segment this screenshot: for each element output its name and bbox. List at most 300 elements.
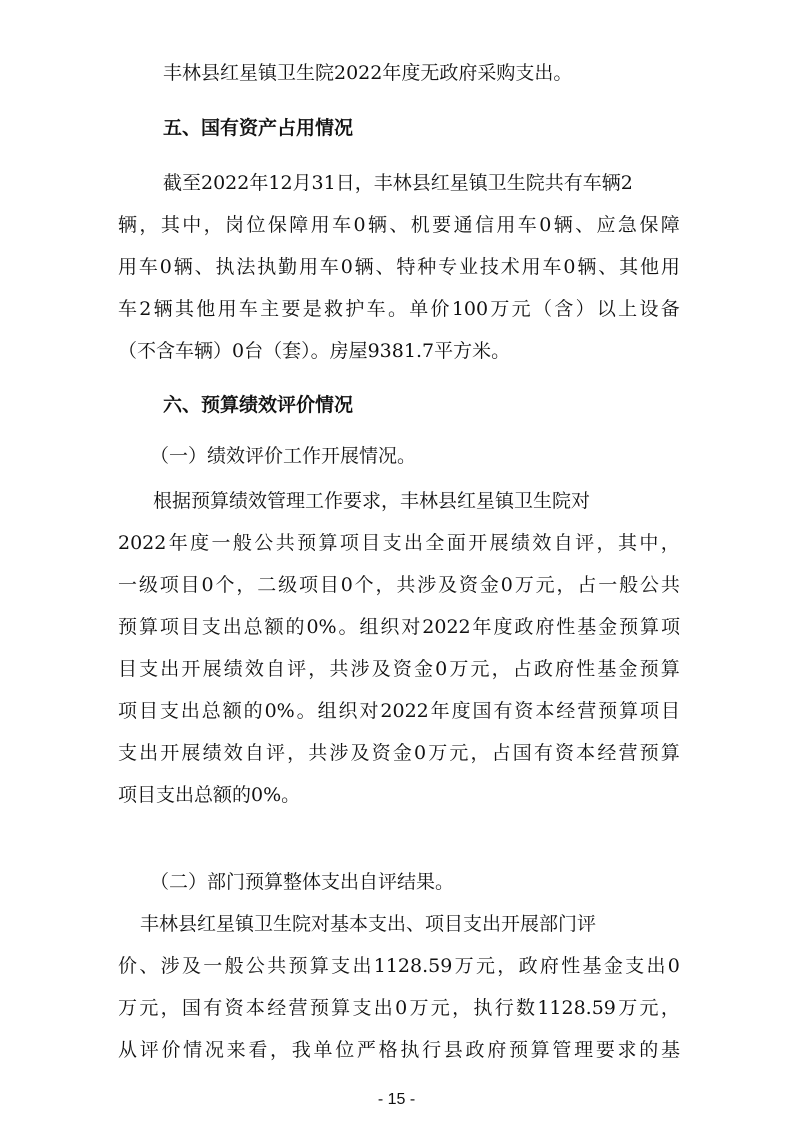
text-glyph: 、 bbox=[575, 214, 595, 236]
text-glyph: 基 bbox=[660, 1039, 680, 1061]
text-glyph: 元 bbox=[511, 298, 531, 320]
text-glyph: 救 bbox=[324, 298, 344, 320]
text-glyph: 涉 bbox=[350, 658, 370, 680]
text-glyph: 国 bbox=[472, 700, 492, 722]
text-glyph: 级 bbox=[278, 574, 298, 596]
line-p4-2 bbox=[118, 952, 680, 980]
text-glyph: 项 bbox=[640, 700, 660, 722]
text-glyph: 。 bbox=[296, 700, 316, 722]
text-glyph: 求 bbox=[617, 1039, 637, 1061]
text-glyph: 共 bbox=[329, 658, 349, 680]
text-glyph: 效 bbox=[223, 742, 243, 764]
text-glyph: 他 bbox=[639, 256, 659, 278]
text-glyph: 看 bbox=[248, 1039, 268, 1061]
text-glyph: 预 bbox=[598, 700, 618, 722]
text-glyph: 2022 bbox=[422, 616, 471, 638]
text-glyph: 数 bbox=[516, 997, 536, 1019]
text-glyph: 及 bbox=[181, 955, 201, 977]
text-glyph: 涉 bbox=[160, 955, 180, 977]
text-glyph: 100 bbox=[451, 298, 489, 320]
text-glyph: ， bbox=[660, 532, 680, 554]
text-glyph: 共 bbox=[275, 532, 295, 554]
text-glyph: 目 bbox=[660, 700, 680, 722]
text-glyph: 1128.59 bbox=[373, 955, 453, 977]
text-glyph: 金 bbox=[392, 742, 412, 764]
text-glyph: 支 bbox=[159, 700, 179, 722]
text-glyph: 设 bbox=[639, 298, 659, 320]
text-glyph: ， bbox=[160, 997, 180, 1019]
text-glyph: 、 bbox=[389, 214, 409, 236]
text-glyph: 用 bbox=[118, 256, 138, 278]
text-glyph: 障 bbox=[289, 214, 309, 236]
text-glyph: 资 bbox=[224, 997, 244, 1019]
text-glyph: 要 bbox=[432, 214, 452, 236]
text-glyph: 辆 bbox=[153, 298, 173, 320]
text-glyph: 用 bbox=[660, 256, 680, 278]
text-glyph: 算 bbox=[660, 658, 680, 680]
text-glyph: 出 bbox=[646, 955, 666, 977]
text-glyph: 其 bbox=[617, 532, 637, 554]
text-glyph: 自 bbox=[244, 742, 264, 764]
text-glyph: 以 bbox=[596, 298, 616, 320]
text-glyph: 用 bbox=[217, 298, 237, 320]
text-glyph: 的 bbox=[243, 700, 263, 722]
line-p3-1: 根据预算绩效管理工作要求，丰林县红星镇卫生院对 bbox=[153, 490, 591, 512]
text-glyph: 个 bbox=[215, 574, 235, 596]
text-glyph: 额 bbox=[222, 700, 242, 722]
text-glyph: 的 bbox=[285, 616, 305, 638]
text-glyph: 经 bbox=[267, 997, 287, 1019]
text-glyph: 其 bbox=[619, 256, 639, 278]
text-glyph: 行 bbox=[494, 997, 514, 1019]
text-glyph: 勤 bbox=[278, 256, 298, 278]
text-glyph: 展 bbox=[181, 742, 201, 764]
text-glyph: 理 bbox=[574, 1039, 594, 1061]
text-glyph: 价 bbox=[118, 955, 138, 977]
text-glyph: 共 bbox=[267, 955, 287, 977]
text-glyph: 基 bbox=[597, 658, 617, 680]
text-glyph: 开 bbox=[160, 742, 180, 764]
text-glyph: 元 bbox=[470, 658, 490, 680]
text-glyph: ， bbox=[375, 574, 395, 596]
line-p3-5 bbox=[118, 655, 680, 683]
text-glyph: 其 bbox=[174, 298, 194, 320]
line-p1-1: 丰林县红星镇卫生院2022年度无政府采购支出。 bbox=[163, 62, 573, 84]
text-glyph: 车 bbox=[118, 298, 138, 320]
text-glyph: 级 bbox=[138, 574, 158, 596]
text-glyph: 目 bbox=[180, 616, 200, 638]
text-glyph: 车 bbox=[238, 298, 258, 320]
text-glyph: 障 bbox=[660, 214, 680, 236]
text-glyph: 组 bbox=[359, 616, 379, 638]
text-glyph: 支 bbox=[352, 997, 372, 1019]
text-glyph: 。 bbox=[338, 616, 358, 638]
text-glyph: 开 bbox=[181, 658, 201, 680]
text-glyph: ， bbox=[270, 1039, 290, 1061]
line-p3-3 bbox=[118, 571, 680, 599]
line-p4-1: 丰林县红星镇卫生院对基本支出、项目支出开展部门评 bbox=[140, 913, 597, 935]
text-glyph: 出 bbox=[180, 700, 200, 722]
text-glyph: 用 bbox=[298, 256, 318, 278]
text-glyph: ） bbox=[575, 298, 595, 320]
text-glyph: ， bbox=[497, 955, 517, 977]
text-glyph: 是 bbox=[302, 298, 322, 320]
text-glyph: 一 bbox=[118, 574, 138, 596]
text-glyph: 辆 bbox=[553, 214, 573, 236]
text-glyph: （ bbox=[532, 298, 552, 320]
text-glyph: 种 bbox=[417, 256, 437, 278]
text-glyph: 性 bbox=[556, 616, 576, 638]
text-glyph: 公 bbox=[639, 574, 659, 596]
text-glyph: 目 bbox=[361, 532, 381, 554]
text-glyph: 评 bbox=[265, 742, 285, 764]
text-glyph: 支 bbox=[331, 955, 351, 977]
text-glyph: 备 bbox=[660, 298, 680, 320]
text-glyph: ， bbox=[596, 532, 616, 554]
text-glyph: 府 bbox=[535, 616, 555, 638]
text-glyph: 一 bbox=[211, 532, 231, 554]
text-glyph: 执 bbox=[473, 997, 493, 1019]
text-glyph: 及 bbox=[371, 658, 391, 680]
text-glyph: 、 bbox=[375, 256, 395, 278]
text-glyph: 行 bbox=[422, 1039, 442, 1061]
text-glyph: 特 bbox=[396, 256, 416, 278]
text-glyph: 支 bbox=[201, 616, 221, 638]
text-glyph: 般 bbox=[619, 574, 639, 596]
text-glyph: 情 bbox=[183, 1039, 203, 1061]
text-glyph: 度 bbox=[451, 700, 471, 722]
text-glyph: 度 bbox=[493, 616, 513, 638]
text-glyph: 本 bbox=[245, 997, 265, 1019]
text-glyph: 0 bbox=[353, 214, 366, 236]
text-glyph: 万 bbox=[409, 997, 429, 1019]
text-glyph: 出 bbox=[373, 997, 393, 1019]
text-glyph: 0 bbox=[667, 955, 680, 977]
text-glyph: 度 bbox=[190, 532, 210, 554]
text-glyph: 主 bbox=[260, 298, 280, 320]
text-glyph: 预 bbox=[309, 997, 329, 1019]
text-glyph: 2 bbox=[139, 298, 152, 320]
text-glyph: 辆 bbox=[173, 256, 193, 278]
text-glyph: 目 bbox=[180, 574, 200, 596]
subheading-2: （二）部门预算整体支出自评结果。 bbox=[150, 871, 455, 893]
text-glyph: 车 bbox=[138, 256, 158, 278]
text-glyph: 算 bbox=[331, 997, 351, 1019]
text-glyph: 年 bbox=[472, 616, 492, 638]
text-glyph: 0% bbox=[264, 700, 295, 722]
text-glyph: 术 bbox=[500, 256, 520, 278]
text-glyph: 预 bbox=[288, 955, 308, 977]
text-glyph: 总 bbox=[201, 700, 221, 722]
text-glyph: 况 bbox=[204, 1039, 224, 1061]
text-glyph: 预 bbox=[297, 532, 317, 554]
text-glyph: 预 bbox=[508, 1039, 528, 1061]
text-glyph: ， bbox=[308, 658, 328, 680]
text-glyph: 占 bbox=[577, 574, 597, 596]
text-glyph: 单 bbox=[409, 298, 429, 320]
text-glyph: 严 bbox=[356, 1039, 376, 1061]
text-glyph: 经 bbox=[597, 742, 617, 764]
line-p4-3 bbox=[118, 994, 680, 1022]
text-glyph: 法 bbox=[236, 256, 256, 278]
text-glyph: 金 bbox=[479, 574, 499, 596]
text-glyph: 万 bbox=[118, 997, 138, 1019]
text-glyph: 2022 bbox=[380, 700, 429, 722]
text-glyph: 车 bbox=[332, 214, 352, 236]
text-glyph: 保 bbox=[639, 214, 659, 236]
text-glyph: 出 bbox=[160, 658, 180, 680]
text-glyph: 资 bbox=[514, 700, 534, 722]
text-glyph: 开 bbox=[468, 532, 488, 554]
text-glyph: 营 bbox=[577, 700, 597, 722]
text-glyph: 本 bbox=[576, 742, 596, 764]
page-number: - 15 - bbox=[377, 1091, 416, 1108]
text-glyph: 出 bbox=[352, 955, 372, 977]
text-glyph: ， bbox=[203, 214, 223, 236]
text-glyph: 一 bbox=[598, 574, 618, 596]
text-glyph: 二 bbox=[257, 574, 277, 596]
text-glyph: 中 bbox=[182, 214, 202, 236]
text-glyph: 中 bbox=[639, 532, 659, 554]
text-glyph: 项 bbox=[159, 574, 179, 596]
text-glyph: 金 bbox=[618, 658, 638, 680]
text-glyph: 性 bbox=[576, 658, 596, 680]
text-glyph: 价 bbox=[161, 1039, 181, 1061]
text-glyph: 基 bbox=[582, 955, 602, 977]
text-glyph: 营 bbox=[618, 742, 638, 764]
text-glyph: 评 bbox=[139, 1039, 159, 1061]
text-glyph: 位 bbox=[246, 214, 266, 236]
text-glyph: 涉 bbox=[417, 574, 437, 596]
text-glyph: 急 bbox=[617, 214, 637, 236]
text-glyph: 预 bbox=[639, 742, 659, 764]
text-glyph: 执 bbox=[400, 1039, 420, 1061]
text-glyph: 般 bbox=[224, 955, 244, 977]
text-glyph: 营 bbox=[288, 997, 308, 1019]
text-glyph: 政 bbox=[518, 955, 538, 977]
text-glyph: 府 bbox=[539, 955, 559, 977]
text-glyph: 2022 bbox=[118, 532, 167, 554]
text-glyph: 算 bbox=[138, 616, 158, 638]
line-p3-7 bbox=[118, 739, 680, 767]
text-glyph: 有 bbox=[533, 742, 553, 764]
line-p4-4 bbox=[118, 1036, 680, 1064]
text-glyph: 、 bbox=[598, 256, 618, 278]
text-glyph: 金 bbox=[598, 616, 618, 638]
text-glyph: 的 bbox=[639, 1039, 659, 1061]
text-glyph: 支 bbox=[118, 742, 138, 764]
line-p2-1: 截至2022年12月31日，丰林县红星镇卫生院共有车辆2 bbox=[163, 172, 633, 194]
heading-section-6: 六、预算绩效评价情况 bbox=[163, 394, 354, 416]
text-glyph: 岗 bbox=[225, 214, 245, 236]
line-p2-4 bbox=[118, 295, 680, 323]
text-glyph: 算 bbox=[640, 616, 660, 638]
text-glyph: 元 bbox=[475, 955, 495, 977]
text-glyph: 项 bbox=[159, 616, 179, 638]
text-glyph: ， bbox=[556, 574, 576, 596]
text-glyph: 0 bbox=[159, 256, 172, 278]
line-p2-5: （不含车辆）0台（套）。房屋9381.7平方米。 bbox=[118, 340, 511, 362]
text-glyph: 算 bbox=[660, 742, 680, 764]
text-glyph: 个 bbox=[354, 574, 374, 596]
text-glyph: 预 bbox=[639, 658, 659, 680]
text-glyph: 本 bbox=[535, 700, 555, 722]
text-glyph: 算 bbox=[309, 955, 329, 977]
text-glyph: 车 bbox=[319, 256, 339, 278]
heading-section-5: 五、国有资产占用情况 bbox=[163, 117, 354, 139]
text-glyph: 0 bbox=[395, 997, 408, 1019]
text-glyph: 辆 bbox=[354, 256, 374, 278]
text-glyph: 一 bbox=[203, 955, 223, 977]
text-glyph: 机 bbox=[410, 214, 430, 236]
text-glyph: 展 bbox=[202, 658, 222, 680]
text-glyph: 自 bbox=[553, 532, 573, 554]
text-glyph: 支 bbox=[139, 658, 159, 680]
text-glyph: 其 bbox=[160, 214, 180, 236]
text-glyph: 车 bbox=[366, 298, 386, 320]
text-glyph: 国 bbox=[512, 742, 532, 764]
text-glyph: 专 bbox=[438, 256, 458, 278]
text-glyph: 织 bbox=[338, 700, 358, 722]
text-glyph: 位 bbox=[335, 1039, 355, 1061]
text-glyph: 占 bbox=[512, 658, 532, 680]
text-glyph: 对 bbox=[359, 700, 379, 722]
text-glyph: 万 bbox=[428, 742, 448, 764]
text-glyph: 展 bbox=[489, 532, 509, 554]
text-glyph: 出 bbox=[404, 532, 424, 554]
text-glyph: 元 bbox=[639, 997, 659, 1019]
text-glyph: 0 bbox=[340, 256, 353, 278]
text-glyph: 算 bbox=[619, 700, 639, 722]
text-glyph: 。 bbox=[387, 298, 407, 320]
text-glyph: 共 bbox=[396, 574, 416, 596]
text-glyph: 0 bbox=[340, 574, 353, 596]
text-glyph: 涉 bbox=[329, 742, 349, 764]
line-p2-2 bbox=[118, 211, 680, 239]
text-glyph: 0 bbox=[539, 214, 552, 236]
text-glyph: 出 bbox=[139, 742, 159, 764]
text-glyph: 般 bbox=[232, 532, 252, 554]
text-glyph: 资 bbox=[392, 658, 412, 680]
text-glyph: 0 bbox=[500, 574, 513, 596]
text-glyph: 效 bbox=[532, 532, 552, 554]
text-glyph: 及 bbox=[438, 574, 458, 596]
text-glyph: 万 bbox=[618, 997, 638, 1019]
text-glyph: 项 bbox=[298, 574, 318, 596]
text-glyph: 资 bbox=[555, 742, 575, 764]
text-glyph: 护 bbox=[345, 298, 365, 320]
text-glyph: 保 bbox=[267, 214, 287, 236]
text-glyph: ， bbox=[491, 658, 511, 680]
text-glyph: 万 bbox=[449, 658, 469, 680]
text-glyph: 政 bbox=[514, 616, 534, 638]
text-glyph: 上 bbox=[618, 298, 638, 320]
text-glyph: 对 bbox=[401, 616, 421, 638]
text-glyph: 要 bbox=[595, 1039, 615, 1061]
text-glyph: 价 bbox=[430, 298, 450, 320]
text-glyph: 织 bbox=[380, 616, 400, 638]
text-glyph: 元 bbox=[139, 997, 159, 1019]
text-glyph: 项 bbox=[339, 532, 359, 554]
text-glyph: 目 bbox=[118, 658, 138, 680]
text-glyph: 辆 bbox=[367, 214, 387, 236]
text-glyph: 及 bbox=[350, 742, 370, 764]
text-glyph: 效 bbox=[244, 658, 264, 680]
text-glyph: 管 bbox=[552, 1039, 572, 1061]
text-glyph: 组 bbox=[317, 700, 337, 722]
line-p3-4 bbox=[118, 613, 680, 641]
text-glyph: 用 bbox=[310, 214, 330, 236]
text-glyph: 政 bbox=[465, 1039, 485, 1061]
text-glyph: 他 bbox=[196, 298, 216, 320]
text-glyph: 项 bbox=[660, 616, 680, 638]
text-glyph: 元 bbox=[449, 742, 469, 764]
text-glyph: 金 bbox=[413, 658, 433, 680]
line-p3-2 bbox=[118, 529, 680, 557]
text-glyph: ， bbox=[660, 997, 680, 1019]
text-glyph: 全 bbox=[425, 532, 445, 554]
text-glyph: 目 bbox=[138, 700, 158, 722]
text-glyph: 共 bbox=[308, 742, 328, 764]
subheading-1: （一）绩效评价工作开展情况。 bbox=[150, 445, 417, 467]
text-glyph: 金 bbox=[603, 955, 623, 977]
text-glyph: 元 bbox=[430, 997, 450, 1019]
text-glyph: 辆 bbox=[118, 214, 138, 236]
text-glyph: 、 bbox=[139, 955, 159, 977]
text-glyph: 预 bbox=[619, 616, 639, 638]
text-glyph: 业 bbox=[459, 256, 479, 278]
text-glyph: 基 bbox=[577, 616, 597, 638]
text-glyph: 性 bbox=[561, 955, 581, 977]
line-p3-6 bbox=[118, 697, 680, 725]
text-glyph: 目 bbox=[319, 574, 339, 596]
text-glyph: 用 bbox=[496, 214, 516, 236]
text-glyph: 用 bbox=[521, 256, 541, 278]
text-glyph: 通 bbox=[453, 214, 473, 236]
text-glyph: 技 bbox=[479, 256, 499, 278]
text-glyph: 格 bbox=[378, 1039, 398, 1061]
text-glyph: 万 bbox=[490, 298, 510, 320]
text-glyph: 支 bbox=[625, 955, 645, 977]
text-glyph: 县 bbox=[443, 1039, 463, 1061]
text-glyph: 出 bbox=[222, 616, 242, 638]
text-glyph: 年 bbox=[430, 700, 450, 722]
text-glyph: ， bbox=[452, 997, 472, 1019]
text-glyph: 算 bbox=[318, 532, 338, 554]
text-glyph: 1128.59 bbox=[537, 997, 616, 1019]
text-glyph: 资 bbox=[371, 742, 391, 764]
text-glyph: 绩 bbox=[202, 742, 222, 764]
text-glyph: 经 bbox=[556, 700, 576, 722]
text-glyph: 0 bbox=[435, 658, 448, 680]
line-p2-3 bbox=[118, 253, 680, 281]
text-glyph: 自 bbox=[265, 658, 285, 680]
text-glyph: 车 bbox=[542, 256, 562, 278]
text-glyph: 总 bbox=[243, 616, 263, 638]
text-glyph: 有 bbox=[493, 700, 513, 722]
text-glyph: 应 bbox=[596, 214, 616, 236]
text-glyph: 公 bbox=[254, 532, 274, 554]
text-glyph: 来 bbox=[226, 1039, 246, 1061]
text-glyph: ， bbox=[470, 742, 490, 764]
text-glyph: 单 bbox=[313, 1039, 333, 1061]
text-glyph: 府 bbox=[555, 658, 575, 680]
text-glyph: 万 bbox=[454, 955, 474, 977]
text-glyph: 资 bbox=[459, 574, 479, 596]
text-glyph: 公 bbox=[245, 955, 265, 977]
text-glyph: 信 bbox=[474, 214, 494, 236]
text-glyph: 我 bbox=[291, 1039, 311, 1061]
